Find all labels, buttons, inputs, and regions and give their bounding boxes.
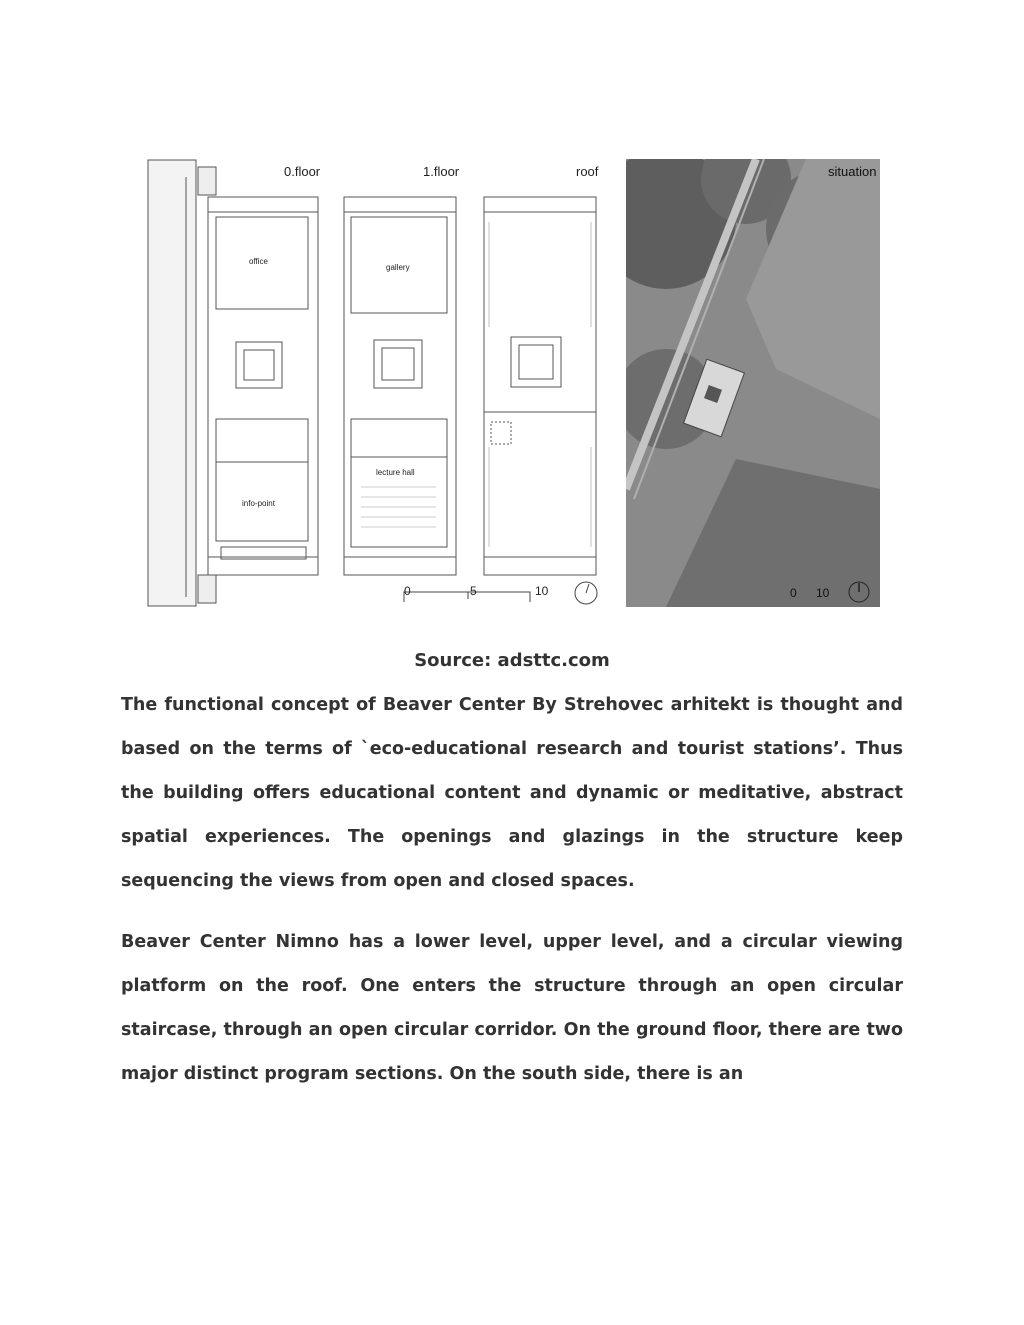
paragraph-levels: Beaver Center Nimno has a lower level, upper level, and a circular viewing platform on the roof. One enters the structure through an open circular staircase, through an open circular corridor. On the ground floor, there are two major distinct program sections. On the south side, there is an xyxy=(121,932,903,1084)
site-scale-label-0: 0 xyxy=(790,586,797,600)
label-floor0: 0.floor xyxy=(284,164,321,179)
situation-aerial-photo xyxy=(626,159,880,607)
paragraph-concept: The functional concept of Beaver Center By Strehovec arhitekt is thought and based on the terms of `eco-educational research and tourist stations’. Thus the building offers educational content and dynamic or meditative, abstract spatial experiences. The openings and glazings in the structure keep sequencing the views from open and closed spaces. xyxy=(121,695,903,891)
label-gallery: gallery xyxy=(386,263,410,272)
label-office: office xyxy=(249,257,268,266)
label-situation: situation xyxy=(828,164,877,179)
scale-label-0: 0 xyxy=(404,584,411,598)
scale-label-10: 10 xyxy=(535,584,549,598)
scale-label-5: 5 xyxy=(470,584,477,598)
label-floor1: 1.floor xyxy=(423,164,460,179)
floor-plans-drawing xyxy=(146,157,606,609)
site-scale-label-10: 10 xyxy=(816,586,830,600)
label-roof: roof xyxy=(576,164,599,179)
label-info-point: info-point xyxy=(242,499,275,508)
architectural-figure xyxy=(146,157,880,609)
figure-caption: Source: adsttc.com xyxy=(414,650,610,671)
label-lecture-hall: lecture hall xyxy=(376,468,415,477)
